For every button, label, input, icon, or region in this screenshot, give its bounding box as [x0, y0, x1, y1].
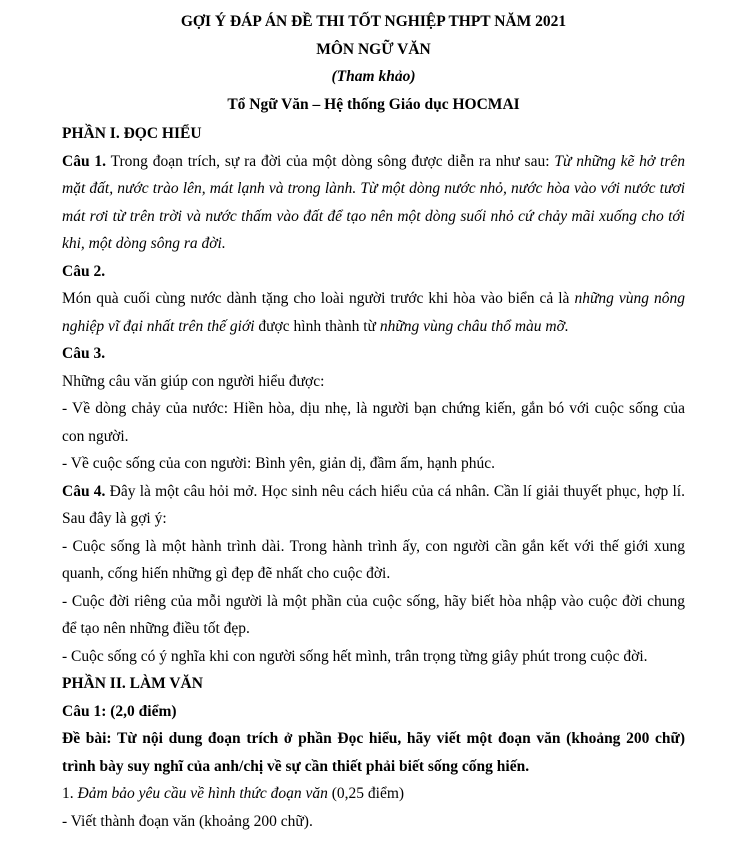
essay-prompt: Đề bài: Từ nội dung đoạn trích ở phần Đọc hiểu, hãy viết một đoạn văn (khoảng 200 chữ) trình bày suy nghĩ của anh/chị về sự cần thiết phải biết sống cống hiến.: [62, 730, 685, 775]
part1-section: [62, 120, 685, 670]
q1-label: Câu 1.: [62, 152, 107, 170]
q2-paragraph: [62, 285, 685, 340]
document-header: [62, 8, 685, 118]
part2-section: [62, 670, 685, 835]
q4-item-1: - Cuộc sống là một hành trình dài. Trong hành trình ấy, con người cần gắn kết với thế giới xung quanh, cống hiến những gì đẹp đẽ nhất cho cuộc đời.: [62, 537, 685, 582]
requirement-1-item: - Viết thành đoạn văn (khoảng 200 chữ).: [62, 812, 313, 830]
q4-item-3: - Cuộc sống có ý nghĩa khi con người sống hết mình, trân trọng từng giây phút trong cuộc đời.: [62, 647, 648, 665]
requirement-1: [62, 780, 685, 808]
q4-label: Câu 4.: [62, 482, 106, 500]
subject-title: MÔN NGỮ VĂN: [316, 40, 431, 58]
part1-heading: PHẦN I. ĐỌC HIỂU: [62, 125, 202, 142]
q3-item-2: - Về cuộc sống của con người: Bình yên, giản dị, đầm ấm, hạnh phúc.: [62, 455, 495, 472]
author-line: Tổ Ngữ Văn – Hệ thống Giáo dục HOCMAI: [227, 95, 520, 113]
q2-italic-b: những vùng châu thổ màu mỡ.: [379, 317, 569, 335]
q1-paragraph: [62, 148, 685, 258]
q3-label: Câu 3.: [62, 345, 106, 362]
q4-paragraph: [62, 478, 685, 533]
document-title: GỢI Ý ĐÁP ÁN ĐỀ THI TỐT NGHIỆP THPT NĂM 2021: [180, 13, 567, 30]
q4-item-2: - Cuộc đời riêng của mỗi người là một phần của cuộc sống, hãy biết hòa nhập vào cuộc đời chung để tạo nên những điều tốt đẹp.: [62, 592, 685, 637]
q2-text-a: Món quà cuối cùng nước dành tặng cho loài người trước khi hòa vào biển cả là: [62, 290, 575, 307]
reference-note: (Tham khảo): [331, 68, 416, 85]
q1-quote: Từ những kẽ hở trên mặt đất, nước trào lên, mát lạnh và trong lành. Từ một dòng nước nhỏ, nước hòa vào với nước tươi mát rơi từ trên trời và nước thấm vào đất để tạo nên một dòng suối nhỏ cứ chảy mãi xuống cho tới khi, một dòng sông ra đời.: [62, 152, 685, 252]
q2-label: Câu 2.: [62, 262, 106, 280]
q2-text-b: được hình thành từ: [254, 317, 380, 335]
q3-intro: Những câu văn giúp con người hiểu được:: [62, 372, 325, 390]
q3-item-1: - Về dòng chảy của nước: Hiền hòa, dịu nhẹ, là người bạn chứng kiến, gắn bó với cuộc sống của con người.: [62, 400, 685, 445]
q1-text: Trong đoạn trích, sự ra đời của một dòng sông được diễn ra như sau:: [106, 152, 555, 170]
q4-text: Đây là một câu hỏi mở. Học sinh nêu cách hiểu của cá nhân. Cần lí giải thuyết phục, hợp lí. Sau đây là gợi ý:: [62, 482, 685, 527]
requirement-1-title: Đảm bảo yêu cầu về hình thức đoạn văn: [77, 785, 328, 802]
part2-heading: PHẦN II. LÀM VĂN: [62, 675, 203, 692]
q2-italic-a: những vùng nông nghiệp vĩ đại nhất trên thế giới: [62, 290, 685, 335]
requirement-1-number: 1.: [62, 785, 78, 802]
requirement-1-points: (0,25 điểm): [327, 785, 405, 802]
part2-q1-label: Câu 1: (2,0 điểm): [62, 702, 177, 720]
